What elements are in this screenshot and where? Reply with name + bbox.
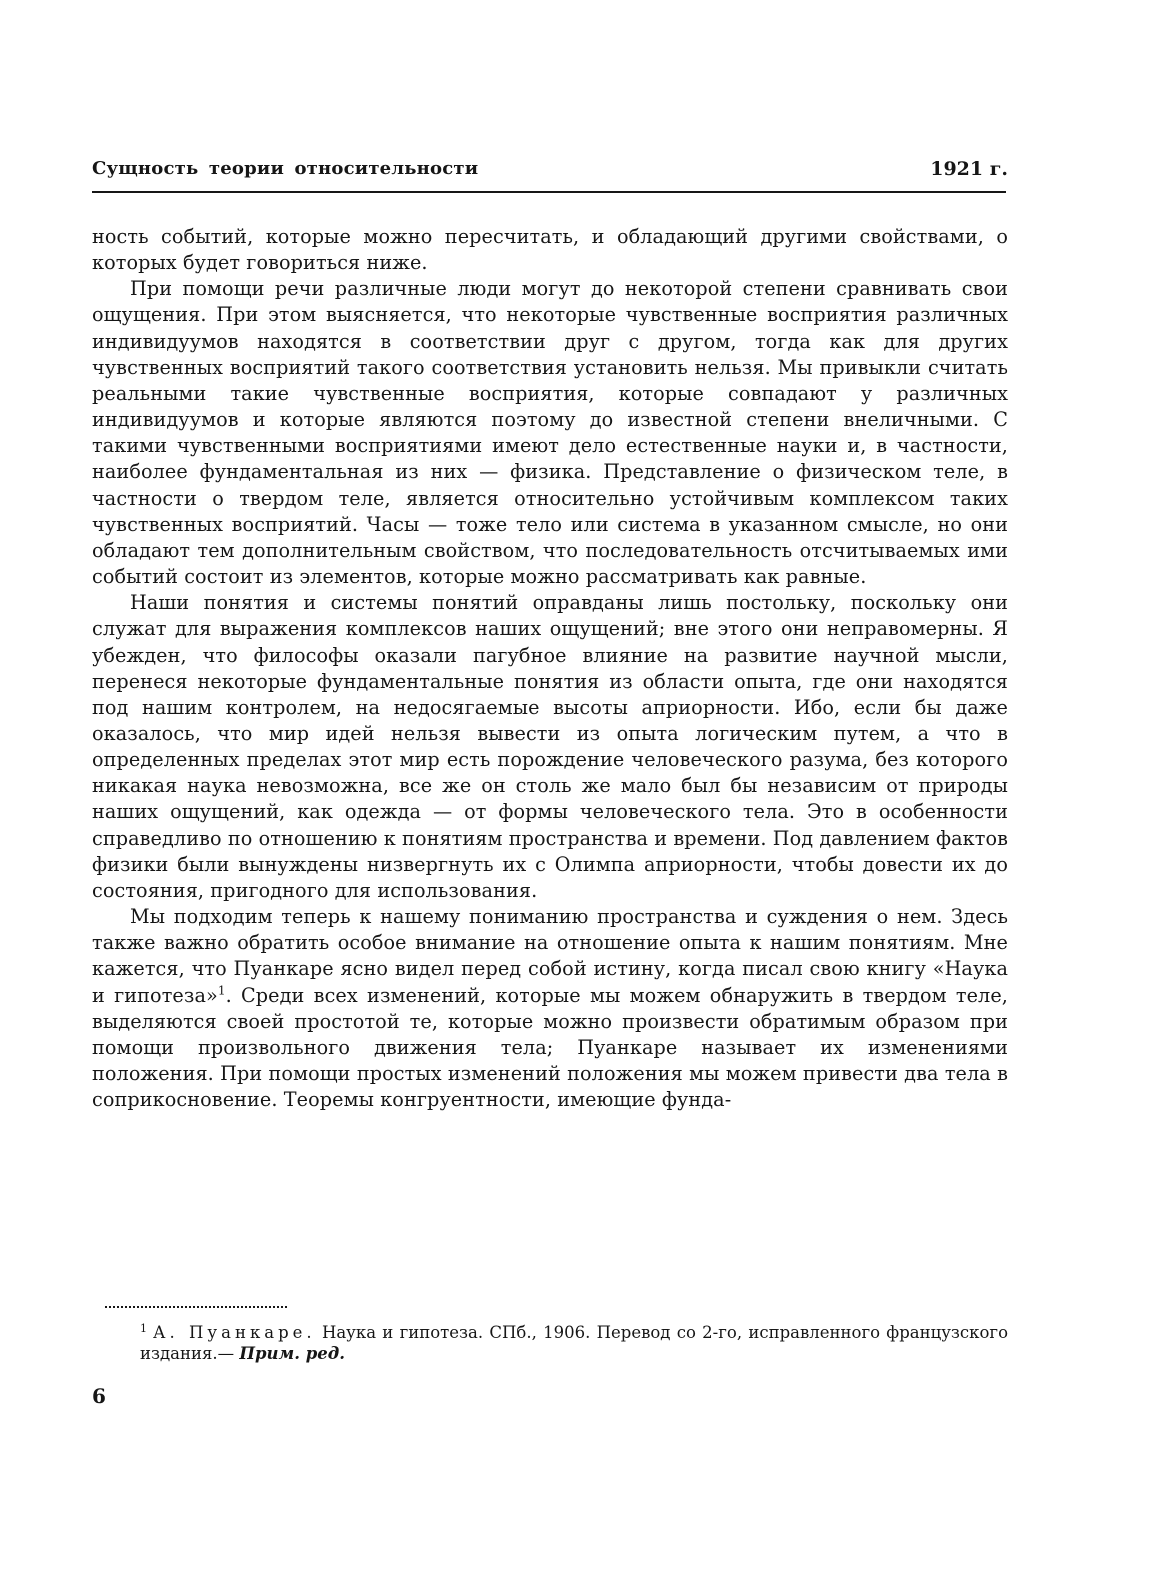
header-rule xyxy=(92,191,1006,193)
paragraph-1: ность событий, которые можно пересчитать, и обладающий другими свойствами, о которых будет говориться ниже. xyxy=(92,225,1008,275)
header-year: 1921 г. xyxy=(930,158,1008,180)
body-text xyxy=(92,224,1008,1113)
footnote-reference: 1 xyxy=(217,983,226,998)
footnote-separator xyxy=(105,1306,287,1308)
header-title: Сущность теории относительности xyxy=(92,158,479,179)
paragraph-2: При помощи речи различные люди могут до некоторой степени сравнивать свои ощущения. При этом выясняется, что некоторые чувственные восприятия различных индивидуумов находятся в соответствии друг с другом, тогда как для других чувственных восприятий такого соответствия установить нельзя. Мы привыкли считать реальными такие чувственные восприятия, которые совпадают у различных индивидуумов и которые являются поэтому до известной степени внеличными. С такими чувственными восприятиями имеют дело естественные науки и, в частности, наиболее фундаментальная из них — физика. Представление о физическом теле, в частности о твердом теле, является относительно устойчивым комплексом таких чувственных восприятий. Часы — тоже тело или система в указанном смысле, но они обладают тем дополнительным свойством, что последовательность отсчитываемых ими событий состоит из элементов, которые можно рассматривать как равные. xyxy=(92,277,1008,589)
page-number: 6 xyxy=(92,1384,106,1408)
running-header xyxy=(92,158,1008,188)
footnote xyxy=(140,1322,1008,1364)
paragraph-3: Наши понятия и системы понятий оправданы лишь постольку, поскольку они служат для выражения комплексов наших ощущений; вне этого они неправомерны. Я убежден, что философы оказали пагубное влияние на развитие научной мысли, перенеся некоторые фундаментальные понятия из области опыта, где они находятся под нашим контролем, на недосягаемые высоты априорности. Ибо, если бы даже оказалось, что мир идей нельзя вывести из опыта логическим путем, а что в определенных пределах этот мир есть порождение человеческого разума, без которого никакая наука невозможна, все же он столь же мало был бы независим от природы наших ощущений, как одежда — от формы человеческого тела. Это в особенности справедливо по отношению к понятиям пространства и времени. Под давлением фактов физики были вынуждены низвергнуть их с Олимпа априорности, чтобы довести их до состояния, пригодного для использования. xyxy=(92,591,1008,902)
paragraph-4 xyxy=(92,904,1008,1113)
footnote-text: Наука и гипотеза. СПб., 1906. Перевод со 2-го, исправленного французского издания.— xyxy=(140,1323,1008,1363)
paragraph-4-text-b: . Среди всех изменений, которые мы можем обнаружить в твердом теле, выделяются своей простотой те, которые можно произвести обратимым образом при помощи произвольного движения тела; Пуанкаре называет их изменениями положения. При помощи простых изменений положения мы можем привести два тела в соприкосновение. Теоремы конгруентности, имеющие фунда- xyxy=(92,983,1008,1112)
paragraph-4-text-a: Мы подходим теперь к нашему пониманию пространства и суждения о нем. Здесь также важно обратить особое внимание на отношение опыта к нашим понятиям. Мне кажется, что Пуанкаре ясно видел перед собой истину, когда писал свою книгу «Наука и гипотеза» xyxy=(92,905,1008,1007)
footnote-mark: 1 xyxy=(140,1321,147,1335)
footnote-editor-note: Прим. ред. xyxy=(239,1344,345,1363)
footnote-author: А. Пуанкаре. xyxy=(153,1323,316,1342)
